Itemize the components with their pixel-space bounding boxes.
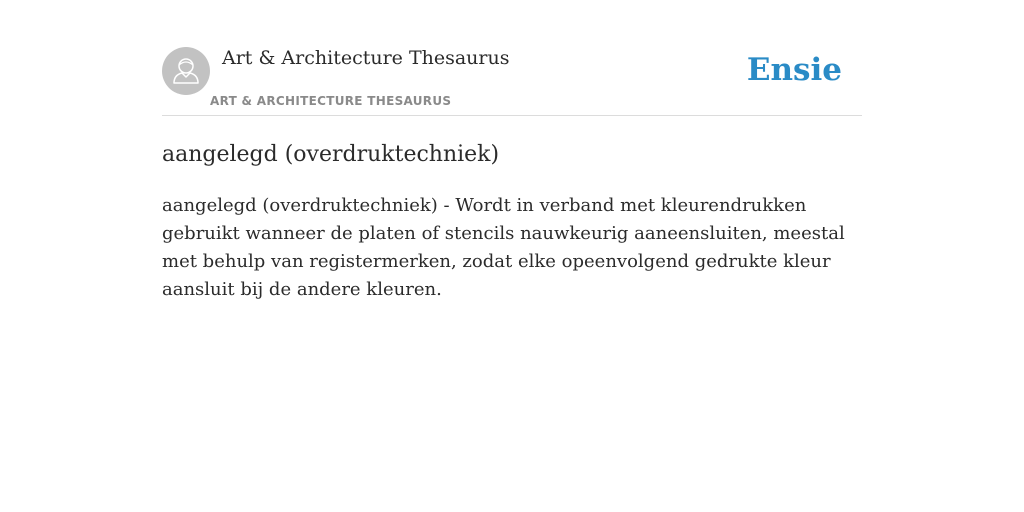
- author-source-label: ART & ARCHITECTURE THESAURUS: [210, 94, 452, 108]
- user-outline-icon: [162, 47, 210, 95]
- entry-definition: aangelegd (overdruktechniek) - Wordt in verband met kleurendrukken gebruikt wanneer de platen of stencils nauwkeurig aaneensluiten, meestal met behulp van registermerken, zodat elke opeenvolgend gedrukte kleur aansluit bij de andere kleuren.: [162, 195, 845, 300]
- author-name[interactable]: Art & Architecture Thesaurus: [222, 47, 510, 69]
- header: [162, 44, 862, 116]
- brand-logo-link[interactable]: Ensie: [746, 52, 842, 88]
- entry-title: aangelegd (overdruktechniek): [162, 142, 500, 167]
- avatar[interactable]: [162, 47, 210, 95]
